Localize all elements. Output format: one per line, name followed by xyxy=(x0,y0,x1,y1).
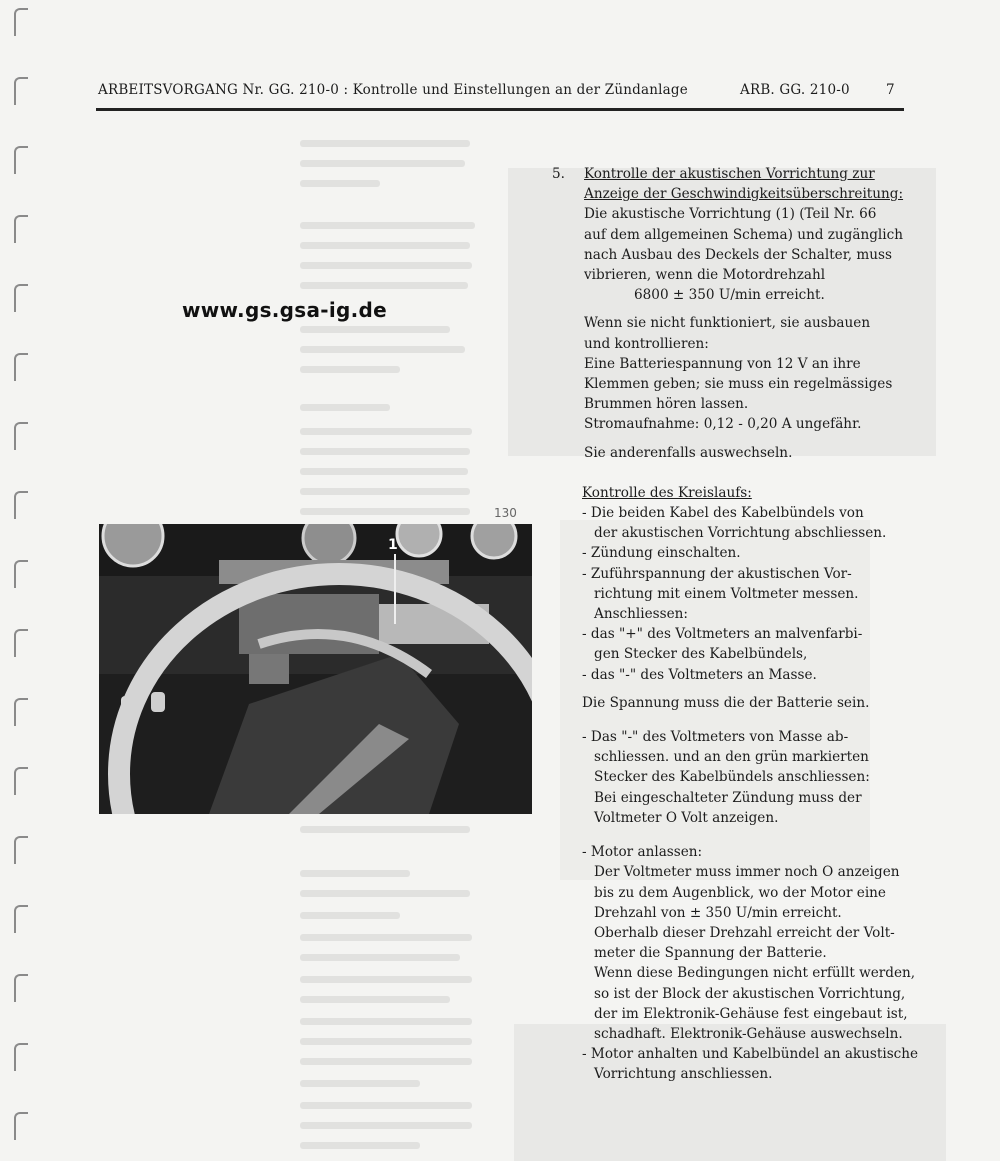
circuit-step-continuation: Der Voltmeter muss immer noch O anzeigen xyxy=(594,864,900,881)
circuit-step: - das "-" des Voltmeters an Masse. xyxy=(582,666,817,683)
circuit-step-continuation: Oberhalb dieser Drehzahl erreicht der Volt- xyxy=(594,924,895,941)
circuit-step-continuation: meter die Spannung der Batterie. xyxy=(594,945,827,962)
text-line: Stromaufnahme: 0,12 - 0,20 A ungefähr. xyxy=(584,416,862,433)
circuit-heading: Kontrolle des Kreislaufs: xyxy=(582,484,752,501)
circuit-step-continuation: Wenn diese Bedingungen nicht erfüllt werden, xyxy=(594,965,916,982)
circuit-steps xyxy=(552,503,952,685)
text-line: Klemmen geben; sie muss ein regelmässiges xyxy=(584,376,893,393)
section-5-text xyxy=(552,164,952,1085)
circuit-step: - Motor anlassen: xyxy=(582,844,703,861)
photo-callout-1: 1 xyxy=(388,537,398,553)
text-line: Brummen hören lassen. xyxy=(584,396,749,413)
binder-hole-mark xyxy=(14,146,28,174)
circuit-step-continuation: Vorrichtung anschliessen. xyxy=(594,1066,773,1083)
circuit-step-continuation: Voltmeter O Volt anzeigen. xyxy=(594,809,779,826)
circuit-step-continuation: schliessen. und an den grün markierten xyxy=(594,749,869,766)
header-reference: ARB. GG. 210-0 xyxy=(740,82,850,98)
paragraph-3: Sie anderenfalls auswechseln. xyxy=(584,444,793,461)
photo-corner-label: 130 xyxy=(494,506,517,520)
binder-hole-mark xyxy=(14,767,28,795)
circuit-step: - Die beiden Kabel des Kabelbündels von xyxy=(582,505,864,522)
binder-hole-mark xyxy=(14,353,28,381)
section-heading xyxy=(584,164,952,204)
circuit-step-continuation: schadhaft. Elektronik-Gehäuse auswechseln. xyxy=(594,1025,903,1042)
circuit-step-continuation: Stecker des Kabelbündels anschliessen: xyxy=(594,769,870,786)
binder-hole-mark xyxy=(14,8,28,36)
binder-hole-mark xyxy=(14,629,28,657)
circuit-step: - Das "-" des Voltmeters von Masse ab- xyxy=(582,729,849,746)
page-header xyxy=(98,82,904,104)
section-number: 5. xyxy=(552,166,565,182)
circuit-step-continuation: der akustischen Vorrichtung abschliessen. xyxy=(594,525,887,542)
binder-hole-mark xyxy=(14,560,28,588)
section-heading-line-2: Anzeige der Geschwindigkeitsüberschreitung: xyxy=(584,186,904,203)
binder-hole-mark xyxy=(14,77,28,105)
paragraph-1 xyxy=(584,204,952,305)
circuit-step: - Zündung einschalten. xyxy=(582,545,741,562)
binder-hole-mark xyxy=(14,974,28,1002)
text-line: auf dem allgemeinen Schema) und zugänglich xyxy=(584,226,903,243)
circuit-step-continuation: richtung mit einem Voltmeter messen. xyxy=(594,585,859,602)
dashboard-photo xyxy=(99,524,532,814)
dashboard-photo-drawing xyxy=(99,524,532,814)
watermark-url: www.gs.gsa-ig.de xyxy=(182,298,388,322)
circuit-step-continuation: bis zu dem Augenblick, wo der Motor eine xyxy=(594,884,886,901)
binder-hole-mark xyxy=(14,491,28,519)
voltage-note: Die Spannung muss die der Batterie sein. xyxy=(582,694,870,711)
binder-hole-mark xyxy=(14,698,28,726)
circuit-step-continuation: Bei eingeschalteter Zündung muss der xyxy=(594,789,862,806)
text-line: Wenn sie nicht funktioniert, sie ausbauen xyxy=(584,315,871,332)
text-line: Eine Batteriespannung von 12 V an ihre xyxy=(584,355,861,372)
binder-hole-marks xyxy=(6,0,32,1161)
circuit-steps-3 xyxy=(552,842,952,1084)
circuit-step-continuation: Anschliessen: xyxy=(594,606,688,623)
binder-hole-mark xyxy=(14,284,28,312)
text-line: vibrieren, wenn die Motordrehzahl xyxy=(584,267,826,284)
circuit-step-continuation: der im Elektronik-Gehäuse fest eingebaut ist, xyxy=(594,1005,908,1022)
binder-hole-mark xyxy=(14,836,28,864)
section-heading-line-1: Kontrolle der akustischen Vorrichtung zur xyxy=(584,166,875,182)
rpm-value-line: 6800 ± 350 U/min erreicht. xyxy=(634,287,825,304)
circuit-step-continuation: gen Stecker des Kabelbündels, xyxy=(594,646,808,663)
circuit-step-continuation: Drehzahl von ± 350 U/min erreicht. xyxy=(594,904,842,921)
text-line: nach Ausbau des Deckels der Schalter, muss xyxy=(584,246,892,263)
binder-hole-mark xyxy=(14,422,28,450)
header-title: ARBEITSVORGANG Nr. GG. 210-0 : Kontrolle und Einstellungen an der Zündanlage xyxy=(98,82,688,98)
text-line: und kontrollieren: xyxy=(584,335,709,352)
binder-hole-mark xyxy=(14,905,28,933)
page-number: 7 xyxy=(886,82,895,98)
text-line: Die akustische Vorrichtung (1) (Teil Nr. 66 xyxy=(584,206,877,223)
circuit-steps-2 xyxy=(552,727,952,828)
circuit-step-continuation: so ist der Block der akustischen Vorrichtung, xyxy=(594,985,906,1002)
binder-hole-mark xyxy=(14,215,28,243)
circuit-step: - Zuführspannung der akustischen Vor- xyxy=(582,565,852,582)
binder-hole-mark xyxy=(14,1043,28,1071)
paragraph-2 xyxy=(584,313,952,434)
circuit-step: - das "+" des Voltmeters an malvenfarbi- xyxy=(582,626,863,643)
binder-hole-mark xyxy=(14,1112,28,1140)
circuit-step: - Motor anhalten und Kabelbündel an akustische xyxy=(582,1046,919,1063)
header-rule xyxy=(96,108,904,111)
